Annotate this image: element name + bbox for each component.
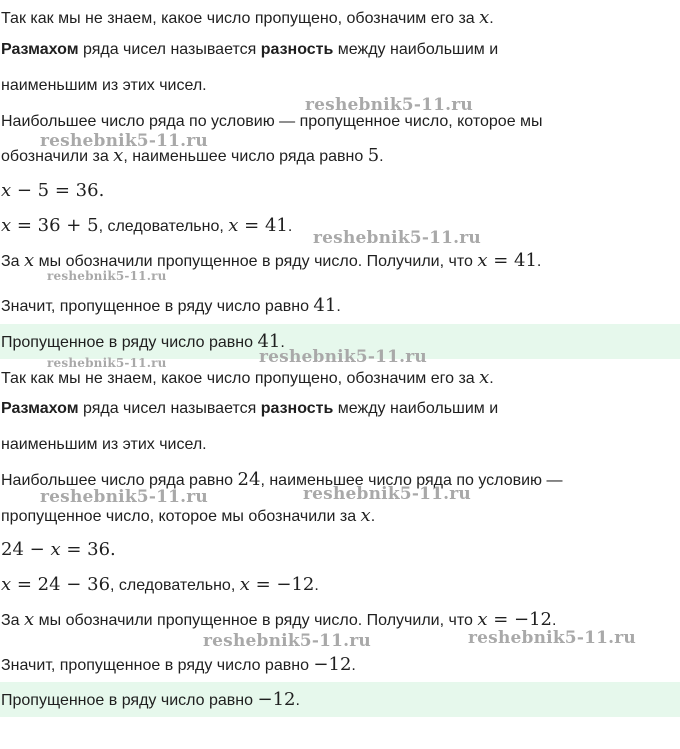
- s1-min-number: 5: [367, 145, 380, 166]
- s2-intro-end: .: [489, 370, 494, 387]
- s2-term-difference: разность: [260, 400, 334, 417]
- watermark: reshebnik5-11.ru: [40, 131, 208, 151]
- s2-conclusion-text: Значит, пропущенное в ряду число равно: [1, 657, 314, 674]
- s1-eq2-var: x: [1, 215, 12, 236]
- s1-term-range: Размахом: [1, 41, 79, 58]
- s1-result-value: = 41: [487, 250, 537, 271]
- s1-eq2-end: .: [287, 218, 293, 235]
- s1-def-text: ряда чисел называется: [78, 41, 261, 58]
- s2-result-var: x: [24, 609, 35, 630]
- s1-min-text-2: , наименьшее число ряда равно: [123, 148, 368, 165]
- s2-definition-line-2: [0, 435, 680, 455]
- s2-def-text-2: между наибольшим и: [333, 400, 499, 417]
- s2-max-number: 24: [237, 469, 261, 490]
- s2-term-range: Размахом: [1, 400, 79, 417]
- watermark: reshebnik5-11.ru: [468, 628, 636, 648]
- s2-intro-text: Так как мы не знаем, какое число пропущено, обозначим его за: [1, 370, 480, 387]
- s1-eq1-var: x: [1, 180, 12, 201]
- s1-intro-text: Так как мы не знаем, какое число пропущено, обозначим его за: [1, 10, 480, 27]
- s2-min-text: пропущенное число, которое мы обозначили за: [1, 508, 361, 525]
- s2-answer-box: [0, 682, 680, 717]
- s2-equation-2: [0, 575, 680, 596]
- s1-eq2-expr: = 36 + 5: [11, 215, 99, 236]
- s1-max-text: Наибольшее число ряда по условию — пропущенное число, которое мы: [1, 113, 543, 130]
- s1-def-text-2: между наибольшим и: [333, 41, 499, 58]
- s2-conclusion-number: −12: [313, 654, 352, 675]
- s1-def-text-3: наименьшим из этих чисел.: [1, 77, 207, 94]
- watermark: reshebnik5-11.ru: [305, 95, 473, 115]
- s2-eq1-rest: = 36.: [60, 539, 116, 560]
- s2-result-end: .: [551, 612, 557, 629]
- s2-eq2-result: = −12: [249, 574, 315, 595]
- s1-var-x: x: [479, 7, 490, 28]
- s2-min-end: .: [370, 508, 376, 525]
- s1-eq2-result: = 41: [238, 215, 288, 236]
- s1-min-text: обозначили за: [1, 148, 114, 165]
- s1-definition-line: [0, 40, 680, 60]
- s2-eq1-number: 24 −: [1, 539, 51, 560]
- s2-intro-line: [0, 368, 680, 389]
- watermark: reshebnik5-11.ru: [47, 269, 167, 283]
- s1-conclusion-number: 41: [313, 295, 337, 316]
- s2-min-var: x: [360, 505, 371, 526]
- s1-max-line: [0, 112, 680, 132]
- s1-conclusion-end: .: [336, 298, 341, 315]
- s2-def-text-3: наименьшим из этих чисел.: [1, 436, 207, 453]
- s2-eq2-var: x: [1, 574, 12, 595]
- s2-answer-text: Пропущенное в ряду число равно: [1, 692, 258, 709]
- s1-definition-line-2: [0, 76, 680, 96]
- s2-eq1-var: x: [50, 539, 61, 560]
- s1-result-var-2: x: [477, 250, 488, 271]
- s2-result-value: = −12: [487, 609, 552, 630]
- s1-min-end: .: [379, 148, 384, 165]
- s2-max-text-2: , наименьшее число ряда по условию —: [260, 472, 563, 489]
- s1-eq2-mid: , следовательно,: [98, 218, 229, 235]
- watermark: reshebnik5-11.ru: [40, 487, 208, 507]
- s2-answer-end: .: [295, 692, 300, 709]
- s2-equation-1: [0, 540, 680, 561]
- watermark: reshebnik5-11.ru: [47, 356, 167, 370]
- s2-eq2-expr: = 24 − 36: [11, 574, 111, 595]
- watermark: reshebnik5-11.ru: [303, 484, 471, 504]
- s1-conclusion-line: [0, 296, 680, 317]
- s2-eq2-mid: , следовательно,: [110, 577, 240, 594]
- s1-intro-line: [0, 8, 680, 29]
- s2-min-line: [0, 506, 680, 527]
- s1-answer-end: .: [280, 334, 285, 351]
- s2-var-x: x: [479, 367, 490, 388]
- watermark: reshebnik5-11.ru: [203, 631, 371, 651]
- s1-term-difference: разность: [260, 41, 334, 58]
- s1-result-end: .: [536, 253, 542, 270]
- s1-eq2-var-2: x: [228, 215, 239, 236]
- s2-eq2-end: .: [314, 577, 319, 594]
- s1-result-text: За: [1, 253, 25, 270]
- s2-definition-line: [0, 399, 680, 419]
- s1-equation-1: [0, 181, 680, 202]
- s1-answer-number: 41: [257, 331, 281, 352]
- s2-conclusion-line: [0, 655, 680, 676]
- s2-conclusion-end: .: [351, 657, 356, 674]
- s1-min-var: x: [113, 145, 124, 166]
- s2-def-text: ряда чисел называется: [78, 400, 261, 417]
- s1-result-text-2: мы обозначили пропущенное в ряду число. Получили, что: [34, 253, 478, 270]
- s2-answer-number: −12: [257, 689, 296, 710]
- s2-result-text-2: мы обозначили пропущенное в ряду число. Получили, что: [34, 612, 478, 629]
- watermark: reshebnik5-11.ru: [259, 347, 427, 367]
- s2-result-var-2: x: [477, 609, 488, 630]
- s1-eq1-rest: − 5 = 36.: [11, 180, 105, 201]
- s1-result-var: x: [24, 250, 35, 271]
- s1-intro-end: .: [489, 10, 494, 27]
- s2-eq2-var-2: x: [239, 574, 250, 595]
- s2-max-text: Наибольшее число ряда равно: [1, 472, 238, 489]
- s2-result-text: За: [1, 612, 25, 629]
- s1-conclusion-text: Значит, пропущенное в ряду число равно: [1, 298, 314, 315]
- s1-answer-text: Пропущенное в ряду число равно: [1, 334, 258, 351]
- watermark: reshebnik5-11.ru: [313, 228, 481, 248]
